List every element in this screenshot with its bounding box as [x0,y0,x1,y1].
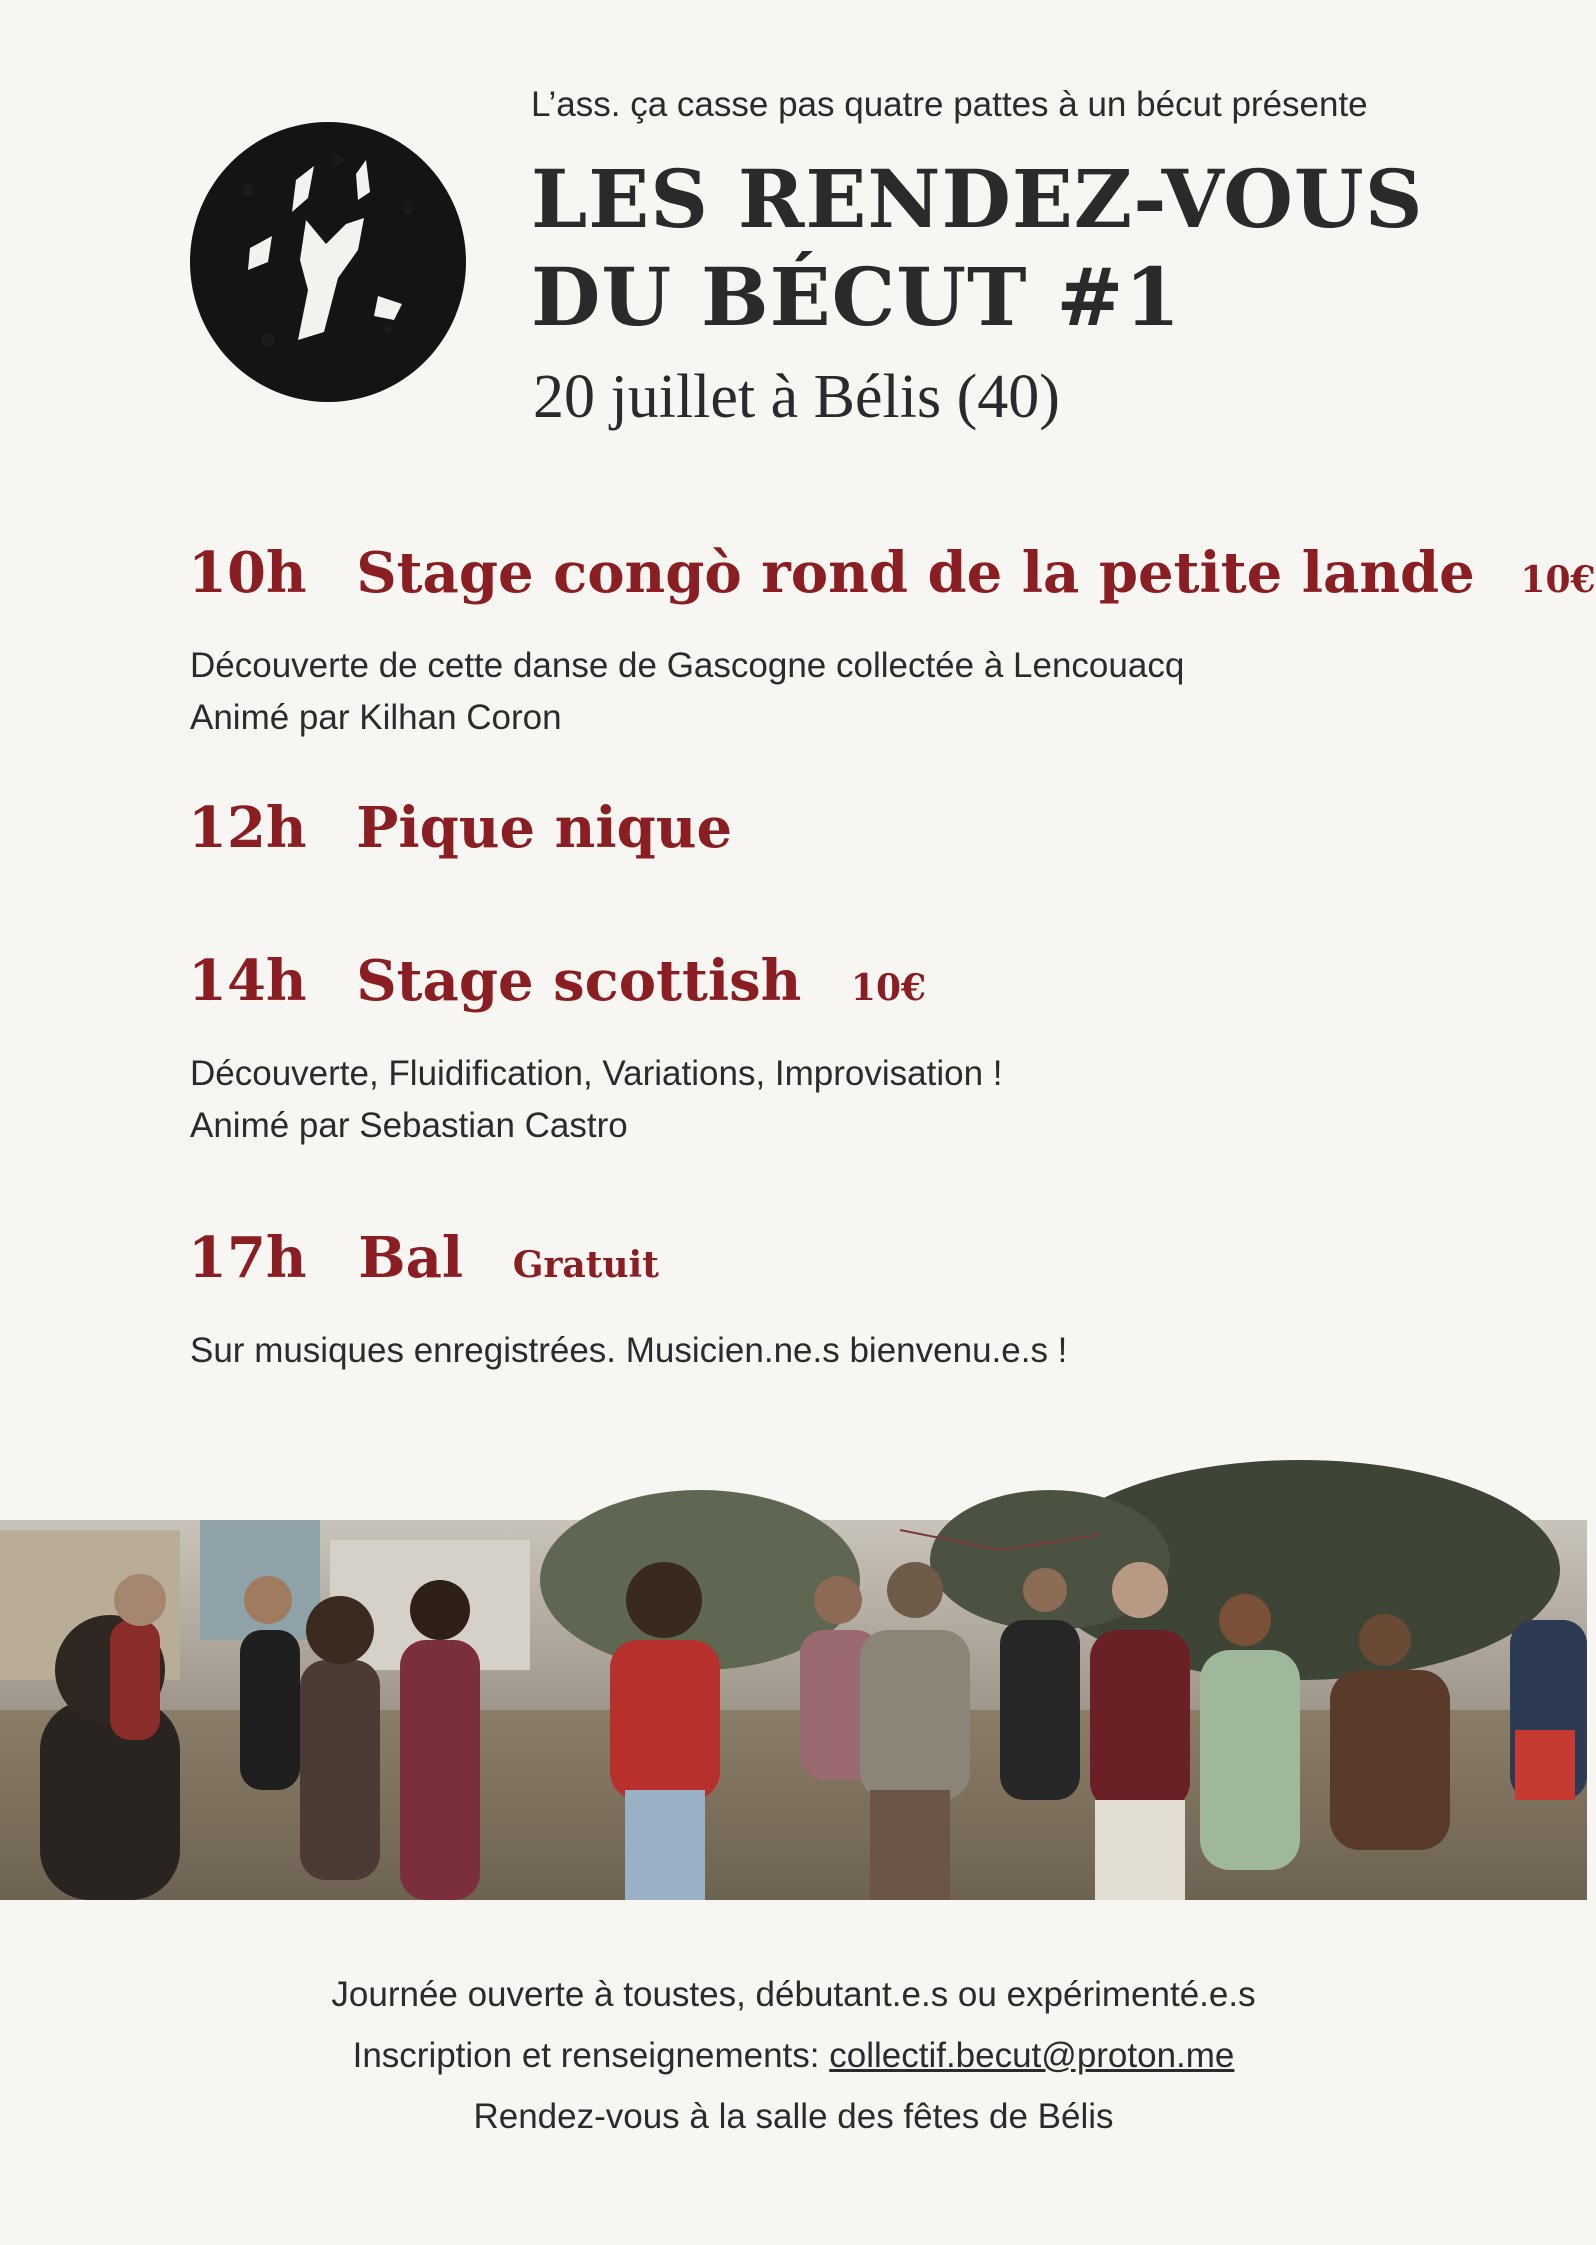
schedule-item-14h [188,948,926,1014]
schedule-item-17h [188,1225,659,1291]
event-description [190,1048,1003,1152]
presenter-line: L’ass. ça casse pas quatre pattes à un bécut présente [531,85,1368,124]
footer-contact [0,2036,1587,2076]
page-title [531,150,1423,346]
event-price: 10€ [850,967,927,1009]
event-description [190,1325,1067,1377]
event-name: Pique nique [356,795,733,861]
becut-paw-logo [188,120,468,404]
event-time: 17h [188,1225,307,1291]
footer-line-1: Journée ouverte à toustes, débutant.e.s ou expérimenté.e.s [331,1975,1256,2014]
contact-email-link[interactable]: collectif.becut@proton.me [829,2036,1235,2075]
event-time: 12h [188,795,307,861]
event-price: 10€ [1520,559,1596,601]
title-line-2: DU BÉCUT #1 [531,250,1182,344]
title-line-1: LES RENDEZ-VOUS [531,152,1424,246]
event-name: Bal [358,1225,464,1291]
footer-line-3: Rendez-vous à la salle des fêtes de Bélis [473,2097,1114,2136]
dancers-photo [0,1520,1587,1900]
schedule-item-10h [188,540,1596,606]
description-line: Sur musiques enregistrées. Musicien.ne.s bienvenu.e.s ! [190,1331,1068,1370]
schedule-item-12h [188,795,732,861]
description-line: Découverte de cette danse de Gascogne collectée à Lencouacq [190,646,1185,685]
event-price: Gratuit [512,1244,659,1286]
event-description [190,640,1184,744]
event-time: 10h [188,540,307,606]
event-time: 14h [188,948,307,1014]
contact-label: Inscription et renseignements: [352,2036,830,2075]
description-line: Animé par Kilhan Coron [190,698,562,737]
event-name: Stage congò rond de la petite lande [356,540,1475,606]
event-date: 20 juillet à Bélis (40) [533,363,1060,431]
event-name: Stage scottish [356,948,802,1014]
description-line: Découverte, Fluidification, Variations, Improvisation ! [190,1054,1003,1093]
description-line: Animé par Sebastian Castro [190,1106,628,1145]
